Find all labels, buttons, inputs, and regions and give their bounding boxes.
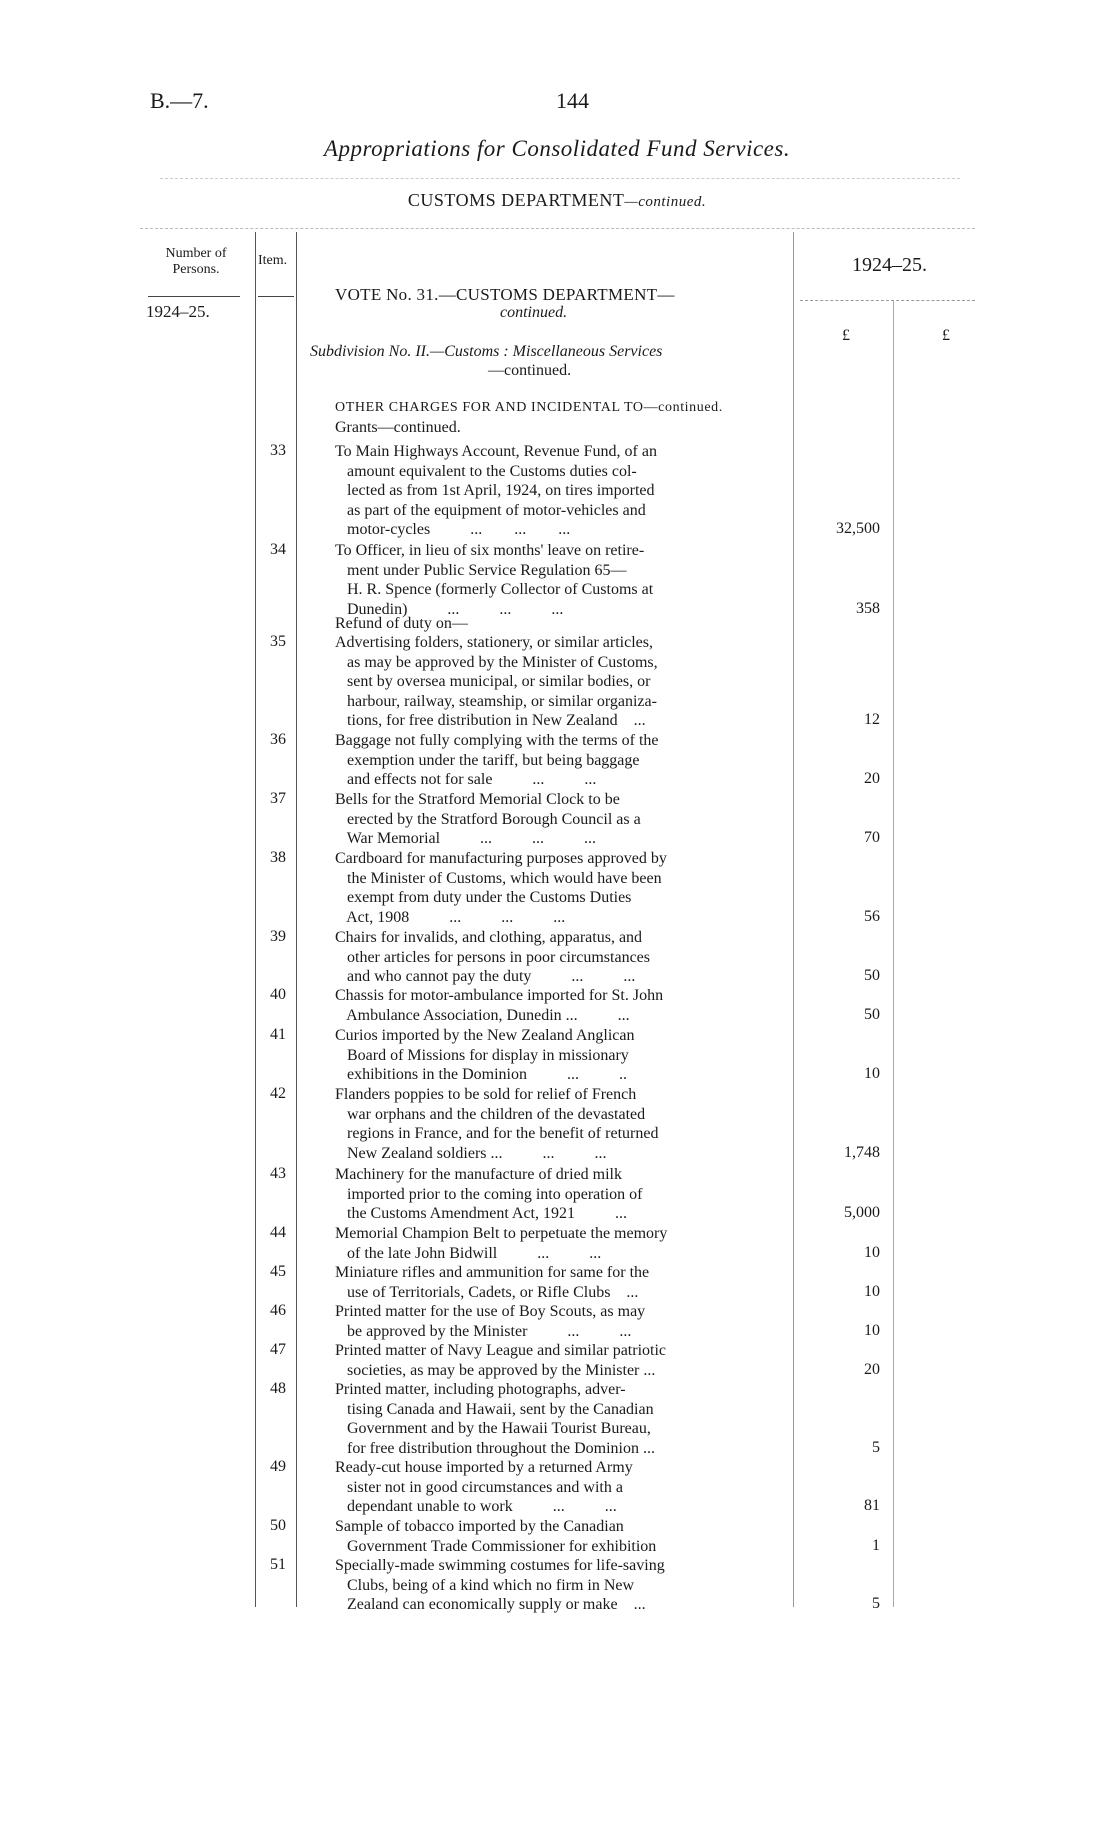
page-title: Appropriations for Consolidated Fund Services.: [323, 136, 791, 161]
item-number: 33: [270, 442, 286, 459]
item-number: 36: [270, 731, 286, 748]
item-number: 48: [270, 1380, 286, 1397]
vote-title-continued: continued.: [500, 304, 568, 321]
item-description-line: harbour, railway, steamship, or similar organiza-: [335, 692, 657, 710]
item-number: 40: [270, 986, 286, 1003]
item-description-line: motor-cycles ... ... ...: [335, 521, 571, 539]
item-amount: 70: [864, 829, 880, 847]
department-heading: [0, 190, 1114, 211]
divider-persons-item: [255, 232, 256, 1607]
amount-column-rule: [800, 300, 975, 301]
item-description-line: other articles for persons in poor circumstances: [335, 948, 651, 966]
refund-heading: Refund of duty on—: [335, 615, 468, 632]
item-number: 39: [270, 928, 286, 945]
item-description-line: H. R. Spence (formerly Collector of Customs at: [335, 581, 654, 599]
item-description-line: sister not in good circumstances and with a: [335, 1478, 623, 1496]
item-description-line: and effects not for sale ... ...: [335, 771, 597, 789]
item-description-line: Ambulance Association, Dunedin ... ...: [335, 1006, 630, 1024]
header-rule: [140, 228, 975, 229]
item-description-line: exempt from duty under the Customs Duties: [335, 889, 632, 907]
item-description-line: New Zealand soldiers ... ... ...: [335, 1144, 607, 1162]
item-number: 35: [270, 633, 286, 650]
item-amount: 20: [864, 1360, 880, 1378]
item-description-line: be approved by the Minister ... ...: [335, 1322, 632, 1340]
item-description-line: Printed matter for the use of Boy Scouts, as may: [335, 1303, 646, 1320]
item-number: 45: [270, 1263, 286, 1280]
item-description-line: Machinery for the manufacture of dried milk: [335, 1166, 622, 1183]
item-number: 49: [270, 1458, 286, 1475]
item-amount: 5: [872, 1595, 880, 1613]
item-description-line: To Officer, in lieu of six months' leave on retire-: [335, 542, 645, 559]
pound-sign-2: £: [942, 327, 950, 344]
item-description-line: Memorial Champion Belt to perpetuate the memory: [335, 1225, 668, 1242]
item-description-line: War Memorial ... ... ...: [335, 830, 597, 848]
grants-heading: Grants—continued.: [335, 419, 461, 436]
item-description-line: tions, for free distribution in New Zealand ...: [335, 712, 646, 730]
item-amount: 1,748: [844, 1143, 880, 1161]
item-description-line: Specially-made swimming costumes for life-saving: [335, 1557, 665, 1574]
item-amount: 50: [864, 967, 880, 985]
item-description-line: of the late John Bidwill ... ...: [335, 1244, 602, 1262]
item-number: 41: [270, 1026, 286, 1043]
item-description-line: Government and by the Hawaii Tourist Bureau,: [335, 1420, 651, 1438]
item-description-line: Clubs, being of a kind which no firm in New: [335, 1576, 635, 1594]
item-number: 34: [270, 541, 286, 558]
item-number: 42: [270, 1085, 286, 1102]
column-year-right: 1924–25.: [852, 254, 927, 276]
item-description-line: for free distribution throughout the Dominion ...: [335, 1439, 655, 1457]
item-amount: 20: [864, 770, 880, 788]
subdivision-title: Subdivision No. II.—Customs : Miscellaneous Services: [310, 343, 663, 360]
page-number: 144: [556, 88, 589, 113]
item-amount: 81: [864, 1497, 880, 1515]
item-amount: 10: [864, 1321, 880, 1339]
item-description-line: ment under Public Service Regulation 65—: [335, 561, 627, 579]
item-description-line: lected as from 1st April, 1924, on tires imported: [335, 482, 655, 500]
divider-item-description: [296, 232, 297, 1607]
item-description-line: war orphans and the children of the devastated: [335, 1105, 646, 1123]
item-number: 44: [270, 1224, 286, 1241]
item-number: 47: [270, 1341, 286, 1358]
item-amount: 10: [864, 1282, 880, 1300]
item-description-line: Chassis for motor-ambulance imported for St. John: [335, 987, 664, 1004]
column-item: Item.: [258, 253, 288, 268]
item-description-line: Baggage not fully complying with the terms of the: [335, 732, 659, 749]
item-description-line: Government Trade Commissioner for exhibition: [335, 1537, 657, 1555]
item-amount: 358: [856, 599, 880, 617]
divider-description-amount: [793, 232, 794, 1607]
item-number: 43: [270, 1165, 286, 1182]
item-description-line: Chairs for invalids, and clothing, apparatus, and: [335, 929, 643, 946]
item-amount: 5,000: [844, 1204, 880, 1222]
column-year-left: 1924–25.: [146, 302, 210, 321]
item-description-line: dependant unable to work ... ...: [335, 1498, 617, 1516]
item-description-line: Ready-cut house imported by a returned Army: [335, 1459, 633, 1476]
other-charges-heading: OTHER CHARGES FOR AND INCIDENTAL TO—continued.: [335, 400, 723, 415]
item-number: 38: [270, 849, 286, 866]
column-number-of-persons: Number of Persons.: [165, 246, 227, 277]
divider-amount-total: [893, 300, 894, 1607]
item-description-line: and who cannot pay the duty ... ...: [335, 968, 636, 986]
item-amount: 10: [864, 1065, 880, 1083]
item-description-line: Advertising folders, stationery, or similar articles,: [335, 634, 653, 651]
item-amount: 56: [864, 907, 880, 925]
item-description-line: Zealand can economically supply or make ...: [335, 1596, 646, 1614]
item-number: 46: [270, 1302, 286, 1319]
item-description-line: exhibitions in the Dominion ... ..: [335, 1066, 627, 1084]
item-description-line: tising Canada and Hawaii, sent by the Canadian: [335, 1400, 654, 1418]
item-amount: 10: [864, 1243, 880, 1261]
item-description-line: Curios imported by the New Zealand Anglican: [335, 1027, 635, 1044]
item-amount: 32,500: [836, 520, 880, 538]
item-description-line: as may be approved by the Minister of Customs,: [335, 653, 658, 671]
number-column-rule: [148, 296, 240, 297]
item-amount: 50: [864, 1005, 880, 1023]
item-description-line: Miniature rifles and ammunition for same for the: [335, 1264, 650, 1281]
item-description-line: Printed matter, including photographs, adver-: [335, 1381, 626, 1398]
item-number: 50: [270, 1517, 286, 1534]
item-column-rule: [258, 296, 294, 297]
item-description-line: the Customs Amendment Act, 1921 ...: [335, 1205, 627, 1223]
item-description-line: use of Territorials, Cadets, or Rifle Clubs ...: [335, 1283, 639, 1301]
title-rule: [160, 178, 960, 179]
item-description-line: Act, 1908 ... ... ...: [335, 908, 566, 926]
item-number: 37: [270, 790, 286, 807]
item-amount: 1: [872, 1536, 880, 1554]
item-description-line: exemption under the tariff, but being baggage: [335, 751, 640, 769]
item-description-line: sent by oversea municipal, or similar bodies, or: [335, 673, 651, 691]
item-description-line: amount equivalent to the Customs duties col-: [335, 462, 637, 480]
subdivision-continued: —continued.: [488, 362, 572, 379]
vote-title: VOTE No. 31.—CUSTOMS DEPARTMENT—: [335, 285, 675, 304]
item-description-line: Bells for the Stratford Memorial Clock to be: [335, 791, 620, 808]
item-amount: 12: [864, 711, 880, 729]
item-description-line: societies, as may be approved by the Minister ...: [335, 1361, 656, 1379]
item-description-line: Board of Missions for display in missionary: [335, 1046, 629, 1064]
item-description-line: as part of the equipment of motor-vehicles and: [335, 501, 646, 519]
item-description-line: the Minister of Customs, which would have been: [335, 869, 662, 887]
pound-sign-1: £: [842, 327, 850, 344]
item-description-line: Dunedin) ... ... ...: [335, 600, 564, 618]
item-description-line: Cardboard for manufacturing purposes approved by: [335, 850, 667, 867]
item-description-line: erected by the Stratford Borough Council as a: [335, 810, 641, 828]
item-description-line: Flanders poppies to be sold for relief of French: [335, 1086, 637, 1103]
document-reference: B.—7.: [150, 88, 209, 113]
department-name: CUSTOMS DEPARTMENT: [407, 190, 625, 210]
department-suffix: —continued.: [624, 194, 707, 210]
item-description-line: regions in France, and for the benefit of returned: [335, 1125, 659, 1143]
item-number: 51: [270, 1556, 286, 1573]
item-description-line: To Main Highways Account, Revenue Fund, of an: [335, 443, 657, 460]
item-description-line: Printed matter of Navy League and similar patriotic: [335, 1342, 666, 1359]
item-description-line: Sample of tobacco imported by the Canadian: [335, 1518, 624, 1535]
item-amount: 5: [872, 1438, 880, 1456]
item-description-line: imported prior to the coming into operation of: [335, 1185, 643, 1203]
